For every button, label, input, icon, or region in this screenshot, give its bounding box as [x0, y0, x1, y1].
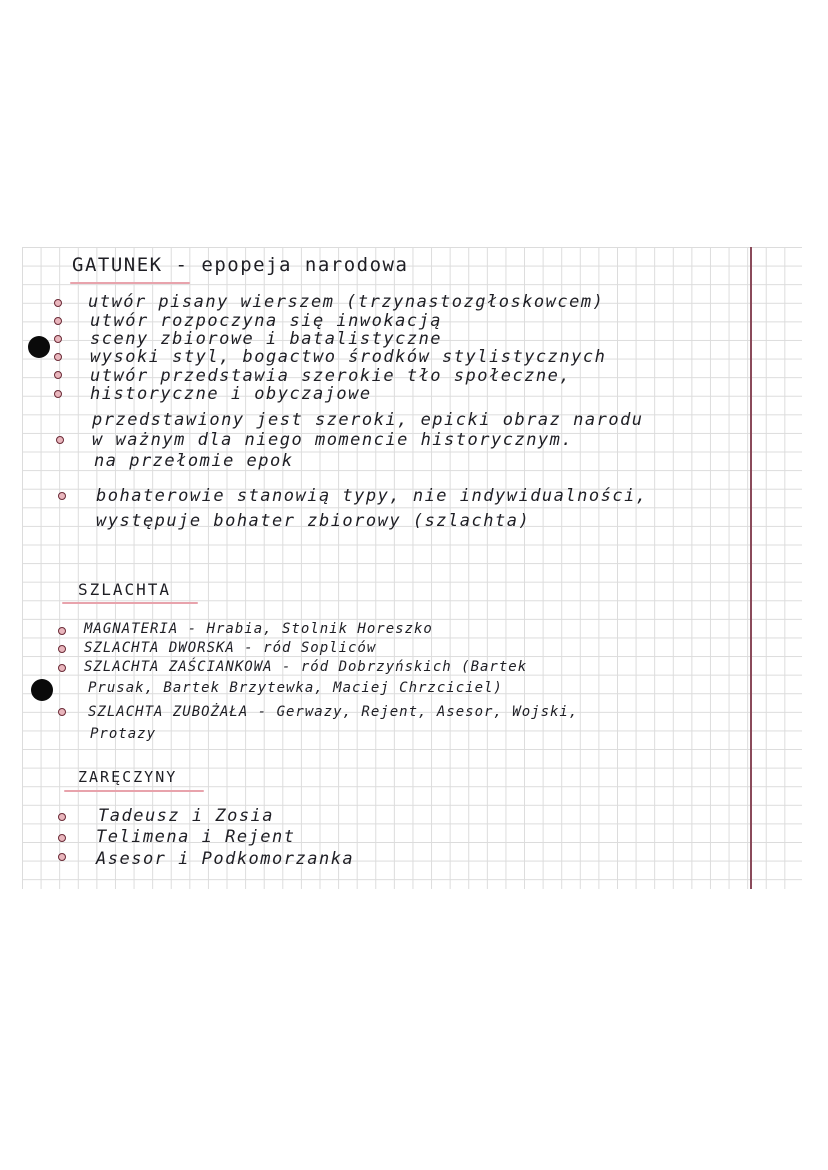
szlachta-underline: [62, 602, 198, 604]
gatunek-line: utwór przedstawia szerokie tło społeczne,: [90, 366, 572, 386]
szlachta-line: Protazy: [90, 726, 157, 742]
gatunek-underline: [70, 282, 190, 284]
bullet: [58, 834, 66, 842]
gatunek-line: występuje bohater zbiorowy (szlachta): [96, 511, 531, 531]
szlachta-line: SZLACHTA ZUBOŻAŁA - Gerwazy, Rejent, Asesor, Wojski,: [88, 704, 579, 720]
punch-hole-top: [28, 336, 50, 358]
bullet: [56, 436, 64, 444]
gatunek-line: historyczne i obyczajowe: [90, 384, 372, 404]
szlachta-heading: SZLACHTA: [78, 580, 172, 599]
gatunek-line: wysoki styl, bogactwo środków stylistycznych: [90, 347, 607, 367]
bullet: [58, 664, 66, 672]
margin-line: [750, 247, 752, 889]
bullet: [54, 299, 62, 307]
zareczyny-heading: ZARĘCZYNY: [78, 768, 178, 786]
bullet: [54, 317, 62, 325]
gatunek-line: w ważnym dla niego momencie historycznym.: [92, 430, 574, 450]
szlachta-line: SZLACHTA ZAŚCIANKOWA - ród Dobrzyńskich (Bartek: [84, 659, 528, 675]
bullet: [54, 390, 62, 398]
punch-hole-bottom: [31, 679, 53, 701]
gatunek-heading: GATUNEK - epopeja narodowa: [72, 254, 409, 276]
szlachta-line: MAGNATERIA - Hrabia, Stolnik Horeszko: [84, 621, 433, 637]
bullet: [54, 353, 62, 361]
zareczyny-line: Tadeusz i Zosia: [98, 806, 275, 826]
bullet: [54, 335, 62, 343]
gatunek-line: sceny zbiorowe i batalistyczne: [90, 329, 443, 349]
bullet: [58, 813, 66, 821]
szlachta-line: Prusak, Bartek Brzytewka, Maciej Chrzciciel): [88, 680, 503, 696]
zareczyny-line: Asesor i Podkomorzanka: [96, 849, 355, 869]
bullet: [58, 627, 66, 635]
bullet: [54, 371, 62, 379]
gatunek-line: przedstawiony jest szeroki, epicki obraz narodu: [92, 410, 644, 430]
zareczyny-line: Telimena i Rejent: [96, 827, 296, 847]
gatunek-line: bohaterowie stanowią typy, nie indywidualności,: [96, 486, 648, 506]
bullet: [58, 708, 66, 716]
zareczyny-underline: [64, 790, 204, 792]
gatunek-line: utwór rozpoczyna się inwokacją: [90, 311, 443, 331]
bullet: [58, 853, 66, 861]
bullet: [58, 645, 66, 653]
szlachta-line: SZLACHTA DWORSKA - ród Sopliców: [84, 640, 377, 656]
gatunek-line: na przełomie epok: [94, 451, 294, 471]
gatunek-line: utwór pisany wierszem (trzynastozgłoskowcem): [88, 292, 605, 312]
bullet: [58, 492, 66, 500]
